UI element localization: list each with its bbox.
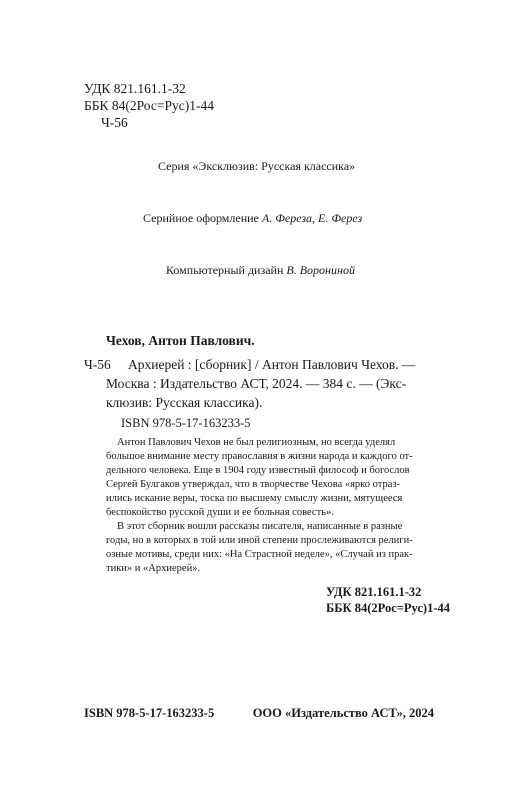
author-mark: Ч-56 <box>101 115 128 130</box>
computer-design-line <box>166 262 355 278</box>
bbk-code-right: ББК 84(2Рос=Рус)1-44 <box>326 601 450 615</box>
computer-design-label: Компьютерный дизайн <box>166 263 287 277</box>
udk-code: УДК 821.161.1-32 <box>84 81 186 96</box>
computer-design-names: В. Ворониной <box>286 263 355 277</box>
record-line: Москва : Издательство АСТ, 2024. — 384 с. — (Экс- <box>106 376 407 391</box>
record-line: Архиерей : [сборник] / Антон Павлович Чехов. — <box>128 357 416 372</box>
annotation-line: годы, но в которых в той или иной степени прослеживаются религи- <box>106 535 413 546</box>
annotation-line: большое внимание месту православия в жизни народа и каждого от- <box>106 451 413 462</box>
record-line: клюзив: Русская классика). <box>106 395 263 410</box>
design-line <box>143 210 362 226</box>
author-heading: Чехов, Антон Павлович. <box>106 333 255 348</box>
annotation-line: Антон Павлович Чехов не был религиозным, но всегда уделял <box>117 437 396 448</box>
annotation-line: ились искание веры, тоска по высшему смыслу жизни, мятущееся <box>106 493 403 504</box>
design-names: А. Фереза, Е. Ферез <box>261 211 363 225</box>
annotation-line: тики» и «Архиерей». <box>106 563 201 574</box>
record-mark: Ч-56 <box>84 357 111 372</box>
footer-isbn: ISBN 978-5-17-163233-5 <box>84 706 215 720</box>
record-isbn: ISBN 978-5-17-163233-5 <box>121 416 251 430</box>
udk-code-right: УДК 821.161.1-32 <box>326 585 422 599</box>
footer-publisher: ООО «Издательство АСТ», 2024 <box>252 706 434 720</box>
bbk-code: ББК 84(2Рос=Рус)1-44 <box>84 98 214 113</box>
design-label: Серийное оформление <box>143 211 262 225</box>
annotation-line: беспокойство русской души и ее больная совесть». <box>106 507 334 518</box>
annotation-line: Сергей Булгаков утверждал, что в творчестве Чехова «ярко отраз- <box>106 479 401 490</box>
annotation-line: дельного человека. Еще в 1904 году известный философ и богослов <box>106 465 410 476</box>
series-line: Серия «Эксклюзив: Русская классика» <box>158 159 356 173</box>
annotation-line: озные мотивы, среди них: «На Страстной неделе», «Случай из прак- <box>106 549 413 560</box>
annotation-line: В этот сборник вошли рассказы писателя, написанные в разные <box>117 521 403 532</box>
